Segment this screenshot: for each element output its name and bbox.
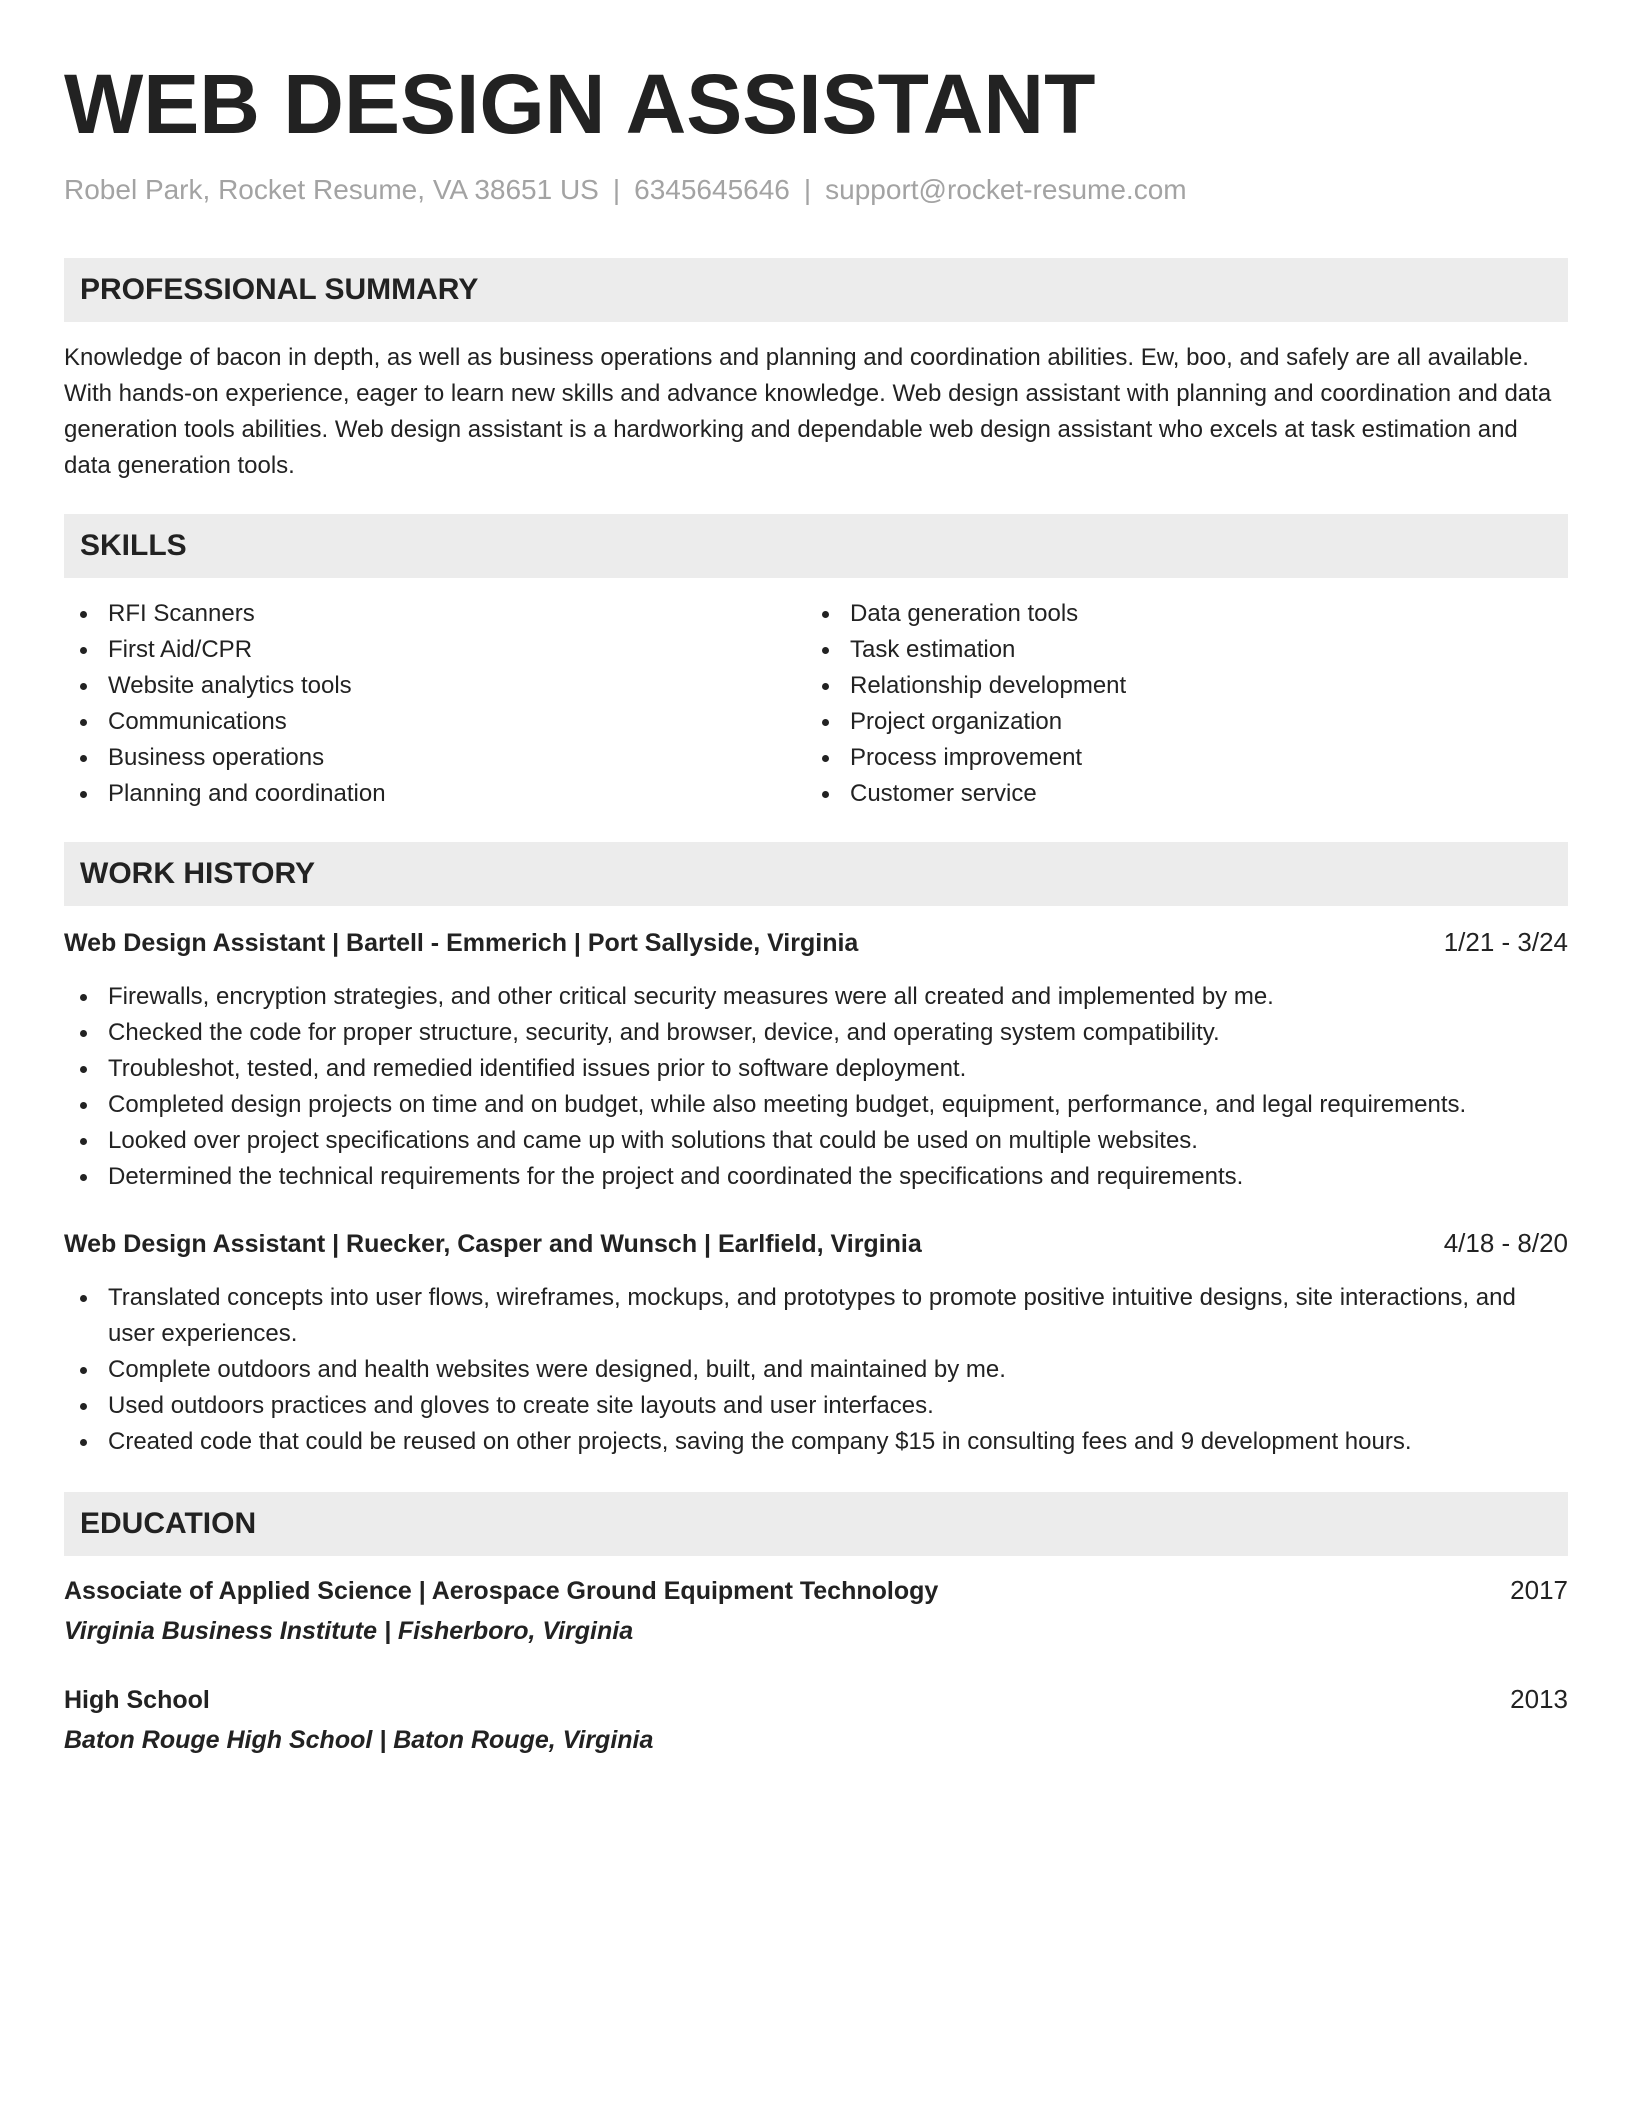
job-entry <box>64 1225 1568 1460</box>
summary-text: Knowledge of bacon in depth, as well as business operations and planning and coordination abilities. Ew, boo, and safely are all available. With hands-on experience, eager to learn new skills and advance knowledge. Web design assistant with planning and coordination and data generation tools abilities. Web design assistant is a hardworking and dependable web design assistant who excels at task estimation and data generation tools. <box>64 344 1552 479</box>
skills-list <box>64 596 1568 812</box>
section-heading-summary: PROFESSIONAL SUMMARY <box>64 258 1568 322</box>
section-heading-work-history: WORK HISTORY <box>64 842 1568 906</box>
job-bullet: Created code that could be reused on other projects, saving the company $15 in consulting fees and 9 development hours. <box>64 1424 1568 1460</box>
education-school: Baton Rouge High School | Baton Rouge, Virginia <box>64 1726 654 1754</box>
job-bullet: Troubleshot, tested, and remedied identified issues prior to software deployment. <box>64 1051 1568 1087</box>
education-row <box>64 1572 1568 1609</box>
skill-item: Relationship development <box>806 668 1548 704</box>
job-bullets <box>64 1280 1568 1460</box>
job-bullet: Translated concepts into user flows, wireframes, mockups, and prototypes to promote positive intuitive designs, site interactions, and user experiences. <box>64 1280 1568 1352</box>
education-year: 2017 <box>1510 1575 1568 1605</box>
job-bullet: Determined the technical requirements for the project and coordinated the specifications and requirements. <box>64 1159 1568 1195</box>
contact-phone: 6345645646 <box>634 174 790 205</box>
job-bullet: Completed design projects on time and on budget, while also meeting budget, equipment, performance, and legal requirements. <box>64 1087 1568 1123</box>
education-degree: High School <box>64 1686 210 1714</box>
education-year: 2013 <box>1510 1684 1568 1714</box>
job-title-row <box>64 924 1568 961</box>
education-entry <box>64 1681 1568 1758</box>
education-row <box>64 1681 1568 1718</box>
skill-item: Communications <box>64 704 806 740</box>
skill-item: Website analytics tools <box>64 668 806 704</box>
job-bullet: Used outdoors practices and gloves to create site layouts and user interfaces. <box>64 1388 1568 1424</box>
skill-item: Data generation tools <box>806 596 1548 632</box>
contact-email: support@rocket-resume.com <box>825 174 1187 205</box>
contact-separator: | <box>612 174 621 205</box>
skill-item: Customer service <box>806 776 1548 812</box>
skills-column-right <box>806 596 1548 812</box>
section-heading-skills: SKILLS <box>64 514 1568 578</box>
education-degree: Associate of Applied Science | Aerospace Ground Equipment Technology <box>64 1577 939 1605</box>
contact-line <box>64 172 1568 208</box>
job-bullets <box>64 979 1568 1195</box>
skill-item: Project organization <box>806 704 1548 740</box>
job-bullet: Firewalls, encryption strategies, and other critical security measures were all created and implemented by me. <box>64 979 1568 1015</box>
job-dates: 1/21 - 3/24 <box>1443 927 1568 957</box>
job-dates: 4/18 - 8/20 <box>1443 1228 1568 1258</box>
education-entry <box>64 1572 1568 1649</box>
skill-item: RFI Scanners <box>64 596 806 632</box>
job-bullet: Checked the code for proper structure, security, and browser, device, and operating system compatibility. <box>64 1015 1568 1051</box>
job-entry <box>64 924 1568 1195</box>
job-title: Web Design Assistant | Ruecker, Casper and Wunsch | Earlfield, Virginia <box>64 1230 922 1258</box>
section-heading-education: EDUCATION <box>64 1492 1568 1556</box>
resume-name: WEB DESIGN ASSISTANT <box>64 57 1096 151</box>
skills-column-left <box>64 596 806 812</box>
education-school: Virginia Business Institute | Fisherboro, Virginia <box>64 1617 634 1645</box>
skill-item: Planning and coordination <box>64 776 806 812</box>
skill-item: First Aid/CPR <box>64 632 806 668</box>
job-title-row <box>64 1225 1568 1262</box>
contact-address: Robel Park, Rocket Resume, VA 38651 US <box>64 174 599 205</box>
skill-item: Task estimation <box>806 632 1548 668</box>
job-title: Web Design Assistant | Bartell - Emmerich | Port Sallyside, Virginia <box>64 929 859 957</box>
job-bullet: Complete outdoors and health websites were designed, built, and maintained by me. <box>64 1352 1568 1388</box>
contact-separator: | <box>803 174 812 205</box>
skill-item: Business operations <box>64 740 806 776</box>
skill-item: Process improvement <box>806 740 1548 776</box>
job-bullet: Looked over project specifications and came up with solutions that could be used on multiple websites. <box>64 1123 1568 1159</box>
